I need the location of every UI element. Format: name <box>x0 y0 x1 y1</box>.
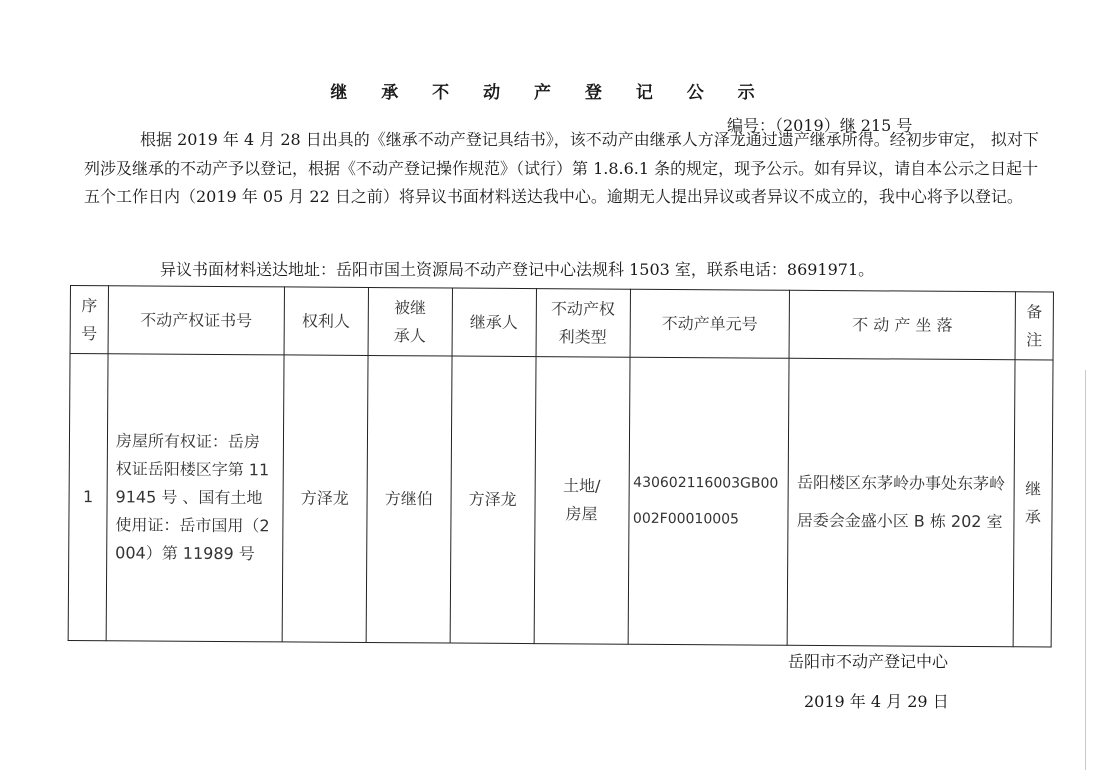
cell-seq: 1 <box>68 354 108 641</box>
scan-edge-line <box>1085 370 1086 770</box>
cell-remark: 继承 <box>1013 360 1053 647</box>
header-remark: 备注 <box>1015 292 1053 360</box>
notice-paragraph: 根据 2019 年 4 月 28 日出具的《继承不动产登记具结书》，该不动产由继承人方泽龙通过遗产继承所得。经初步审定， 拟对下列涉及继承的不动产予以登记，根据《不动产登记操作规范》（试行）第 1.8.6.1 条的规定，现予公示。如有异议，请自本公示之日起十五个工作日内（2019 年 05 月 22 日之前）将异议书面材料送达我中心。逾期无人提出异议或者异议不成立的，我中心将予以登记。 <box>84 130 1039 206</box>
issuing-organization: 岳阳市不动产登记中心 <box>788 652 949 671</box>
header-location: 不 动 产 坐 落 <box>789 290 1015 359</box>
header-heir: 继承人 <box>452 288 536 357</box>
cell-heir: 方泽龙 <box>450 356 536 644</box>
header-seq: 序号 <box>70 286 108 354</box>
header-right-type: 不动产权利类型 <box>536 289 630 358</box>
table-header-row <box>70 286 1053 361</box>
table-row <box>68 354 1053 648</box>
header-unit-no: 不动产单元号 <box>630 289 790 358</box>
notice-title: 继 承 不 动 产 登 记 公 示 <box>330 83 769 103</box>
cell-location: 岳阳楼区东茅岭办事处东茅岭居委会金盛小区 B 栋 202 室 <box>787 358 1015 646</box>
cell-unit-no: 430602116003GB00002F00010005 <box>628 357 790 645</box>
registration-table <box>68 285 1054 648</box>
objection-address: 异议书面材料送达地址：岳阳市国土资源局不动产登记中心法规科 1503 室，联系电话：8691971。 <box>160 260 875 279</box>
cell-right-type: 土地/房屋 <box>534 357 630 645</box>
cell-right-holder: 方泽龙 <box>282 355 368 643</box>
cell-decedent: 方继伯 <box>366 355 452 643</box>
header-decedent: 被继承人 <box>368 287 452 356</box>
notice-body <box>84 126 1044 212</box>
issue-date: 2019 年 4 月 29 日 <box>804 692 949 711</box>
header-right-holder: 权利人 <box>284 287 368 356</box>
document-number: 编号：（2019）继 215 号 <box>727 116 913 135</box>
header-cert-no: 不动产权证书号 <box>108 286 284 355</box>
cell-cert-no: 房屋所有权证：岳房权证岳阳楼区字第 119145 号 、国有土地使用证：岳市国用（2004）第 11989 号 <box>106 354 284 642</box>
